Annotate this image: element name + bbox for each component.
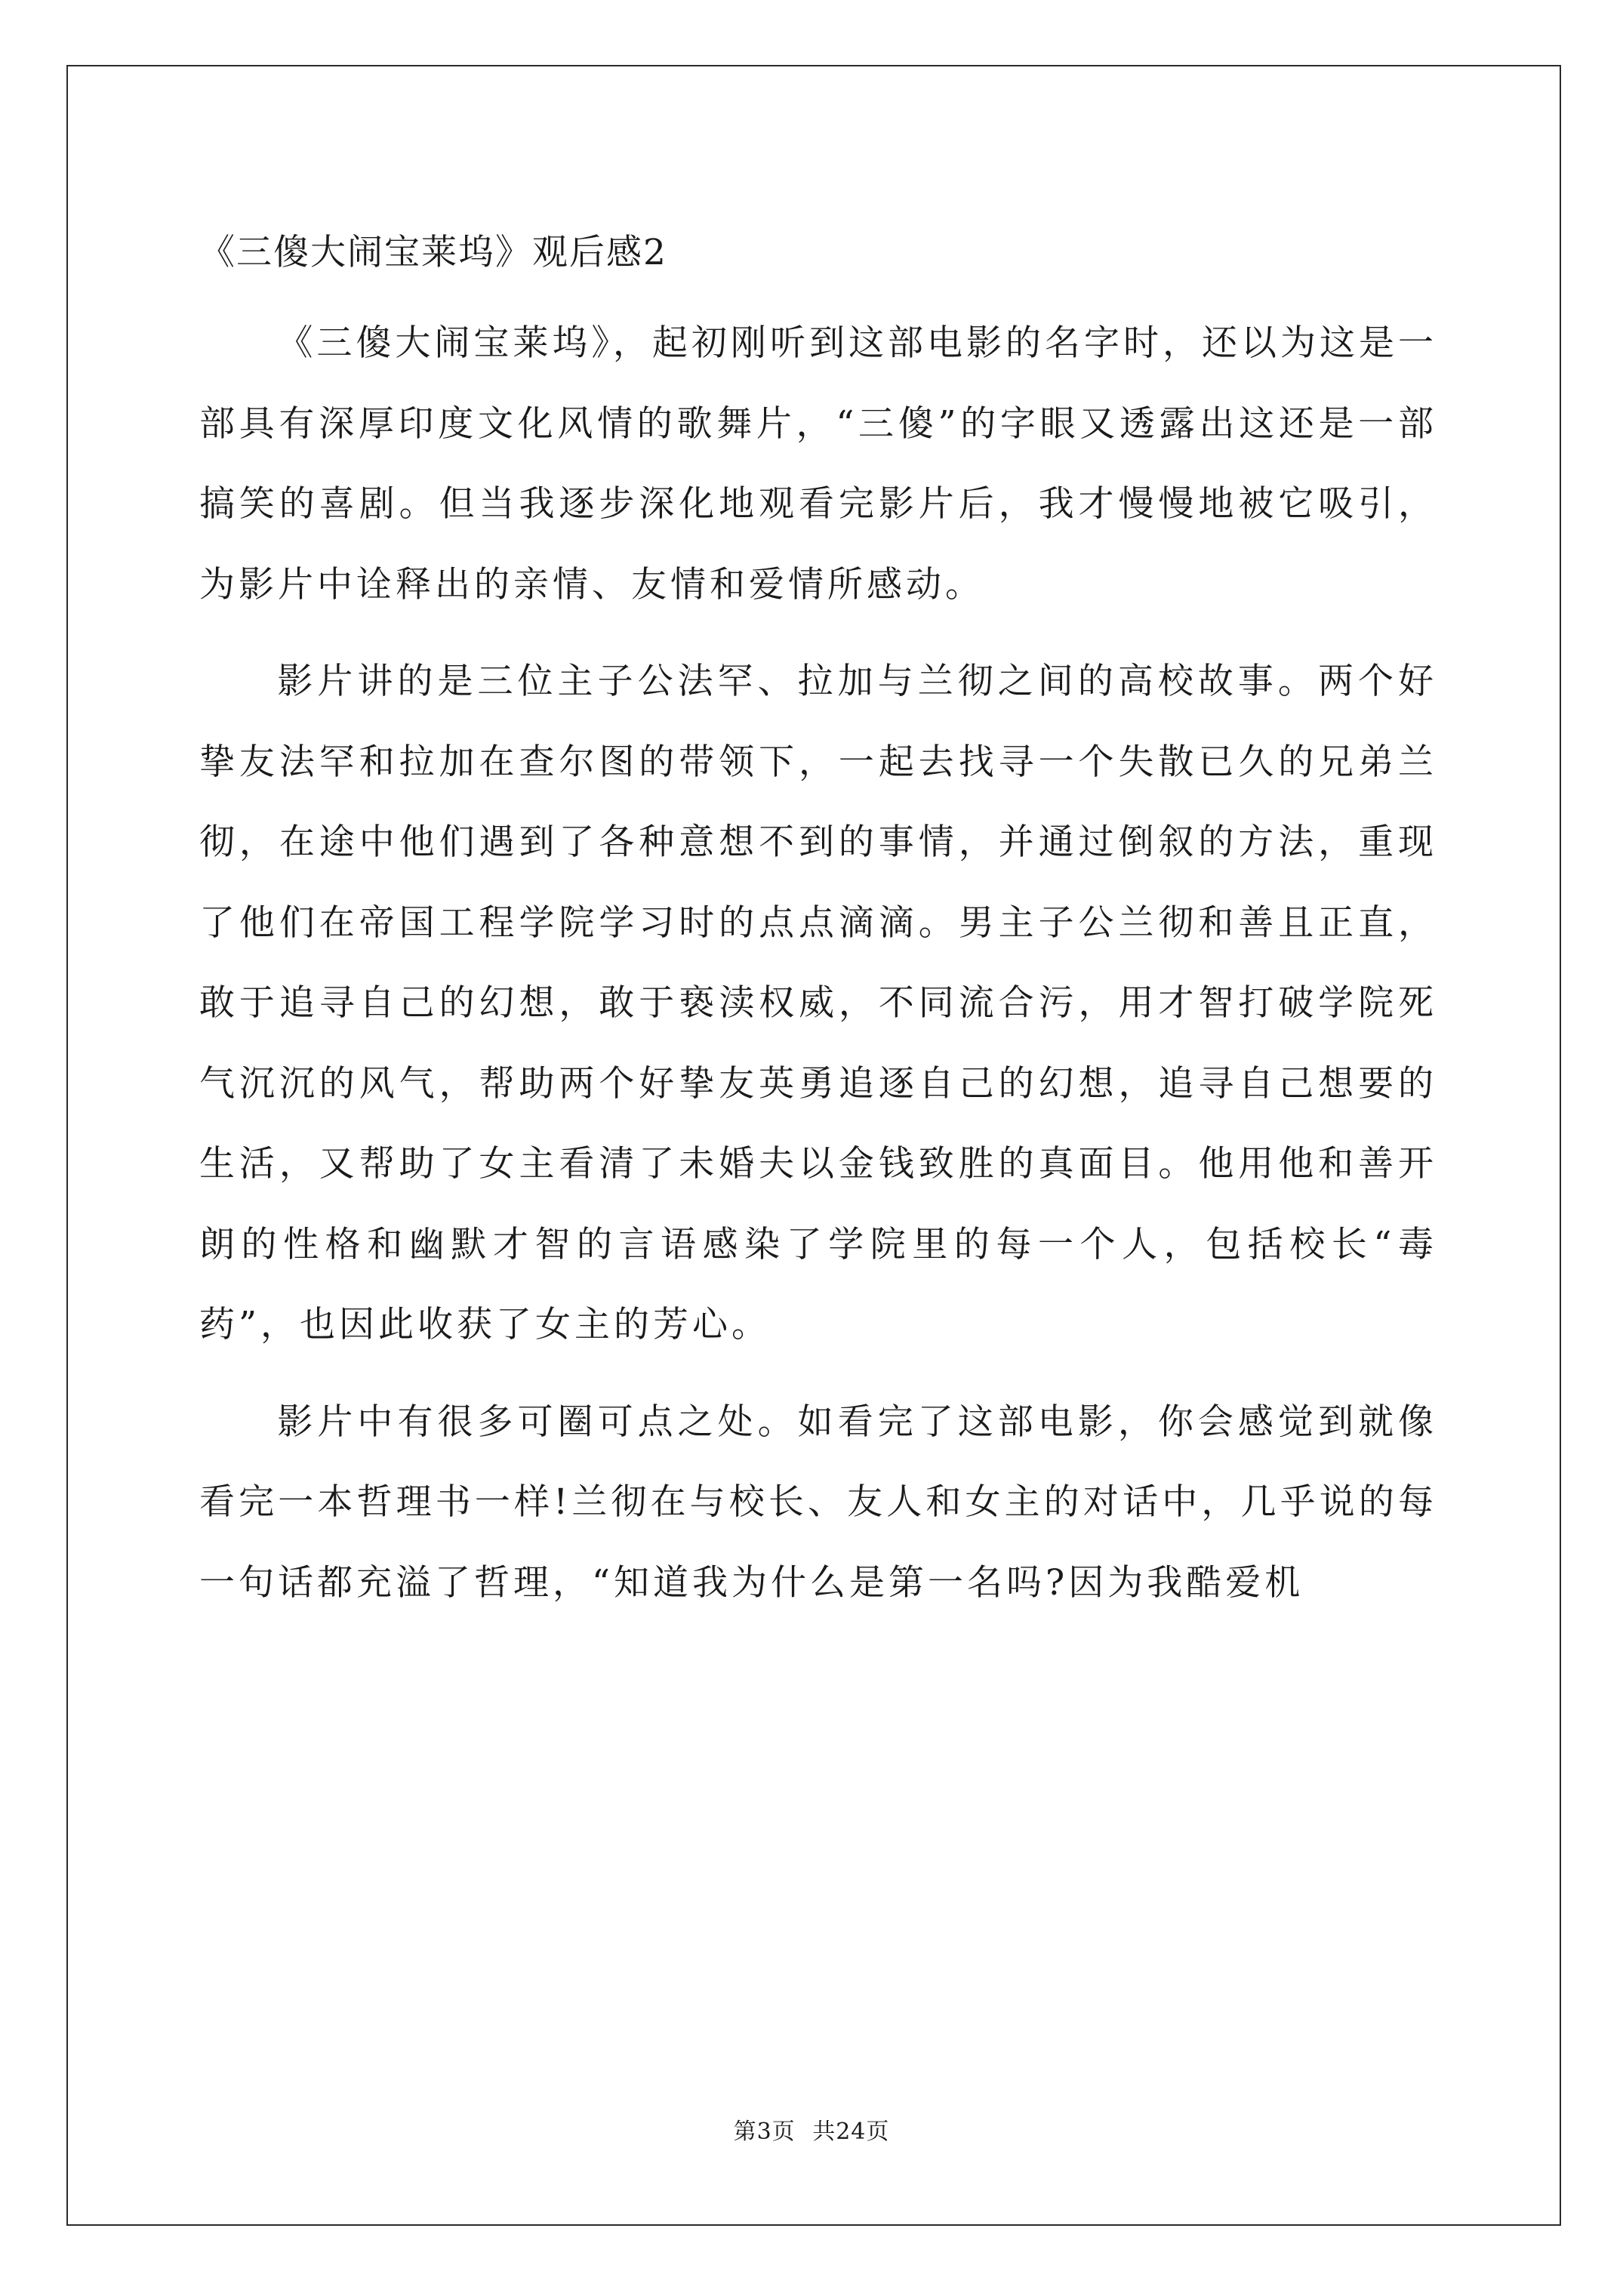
document-title: 《三傻大闹宝莱坞》观后感2: [199, 232, 667, 273]
paragraph-2: 影片讲的是三位主子公法罕、拉加与兰彻之间的高校故事。两个好挚友法罕和拉加在查尔图的带领下，一起去找寻一个失散已久的兄弟兰彻，在途中他们遇到了各种意想不到的事情，并通过倒叙的方法，重现了他们在帝国工程学院学习时的点点滴滴。男主子公兰彻和善且正直，敢于追寻自己的幻想，敢于亵渎权威，不同流合污，用才智打破学院死气沉沉的风气，帮助两个好挚友英勇追逐自己的幻想，追寻自己想要的生活，又帮助了女主看清了未婚夫以金钱致胜的真面目。他用他和善开朗的性格和幽默才智的言语感染了学院里的每一个人，包括校长“毒药”，也因此收获了女主的芳心。: [199, 661, 1437, 1345]
page-number: 第3页: [733, 2119, 796, 2145]
paragraph-1: 《三傻大闹宝莱坞》，起初刚听到这部电影的名字时，还以为这是一部具有深厚印度文化风情的歌舞片，“三傻”的字眼又透露出这还是一部搞笑的喜剧。但当我逐步深化地观看完影片后，我才慢慢地被它吸引，为影片中诠释出的亲情、友情和爱情所感动。: [199, 322, 1437, 606]
page-total: 共24页: [812, 2119, 890, 2145]
document-body: [199, 219, 1437, 1623]
page-footer: [0, 2117, 1623, 2147]
paragraph-3: 影片中有很多可圈可点之处。如看完了这部电影，你会感觉到就像看完一本哲理书一样!兰彻在与校长、友人和女主的对话中，几乎说的每一句话都充溢了哲理，“知道我为什么是第一名吗?因为我酷爱机: [199, 1401, 1437, 1604]
